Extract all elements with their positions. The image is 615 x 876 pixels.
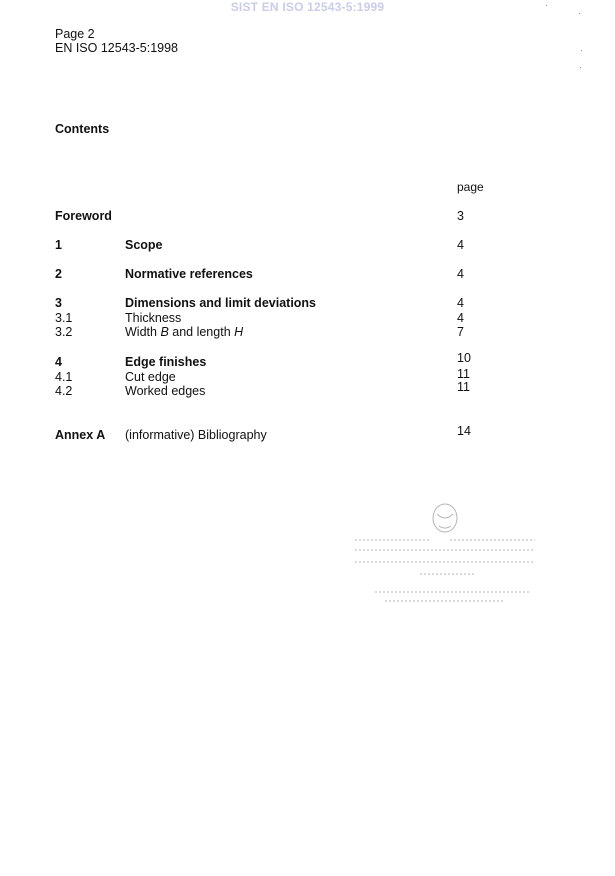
toc-page: 4 [457, 267, 464, 281]
stamp-seal [350, 500, 540, 610]
toc-title-var-h: H [234, 325, 244, 339]
toc-page: 4 [457, 238, 464, 252]
toc-row-foreword [0, 209, 615, 224]
toc-number: 3.2 [55, 325, 73, 339]
watermark: SIST EN ISO 12543-5:1999 [230, 0, 385, 14]
toc-number: 3 [55, 296, 62, 310]
toc-title-part: and length [168, 325, 235, 339]
scan-speck: · [545, 0, 548, 10]
toc-title: Dimensions and limit deviations [125, 296, 317, 310]
standard-id: EN ISO 12543-5:1998 [55, 41, 178, 55]
toc-row-annex-a [0, 424, 615, 443]
toc-row-3-1 [0, 311, 615, 326]
toc-title: Edge finishes [125, 355, 207, 369]
toc-number: 4.2 [55, 384, 73, 398]
scan-speck: · [579, 62, 582, 72]
page-column-label: page [457, 180, 484, 194]
toc-page: 11 [457, 367, 470, 381]
toc-row-4-1 [0, 367, 615, 385]
toc-number: 4.1 [55, 370, 73, 384]
toc-row-4-2 [0, 380, 615, 399]
toc-row-1 [0, 238, 615, 253]
toc-number: 4 [55, 355, 62, 369]
toc-row-3-2 [0, 325, 615, 340]
toc-title: (informative) Bibliography [125, 428, 267, 442]
toc-page: 10 [457, 351, 471, 365]
toc-row-4 [0, 351, 615, 370]
toc-row-3 [0, 296, 615, 311]
toc-title [125, 325, 243, 340]
toc-title-var-b: B [160, 325, 169, 339]
toc-number: Foreword [55, 209, 112, 223]
toc-title: Worked edges [125, 384, 206, 398]
toc-number: 1 [55, 238, 62, 252]
toc-title: Thickness [125, 311, 182, 325]
toc-page: 4 [457, 296, 464, 310]
scan-speck: · [578, 8, 581, 18]
toc-number: 2 [55, 267, 62, 281]
contents-heading: Contents [55, 122, 110, 136]
toc-title-part: Width [125, 325, 161, 339]
toc-page: 4 [457, 311, 464, 325]
toc-row-2 [0, 267, 615, 282]
page-number: Page 2 [55, 27, 95, 41]
toc-title: Normative references [125, 267, 253, 281]
toc-title: Scope [125, 238, 163, 252]
toc-page: 14 [457, 424, 471, 438]
toc-title: Cut edge [125, 370, 176, 384]
toc-page: 11 [457, 380, 470, 394]
toc-page: 3 [457, 209, 464, 223]
toc-number: 3.1 [55, 311, 73, 325]
page-header [55, 27, 178, 55]
toc-number: Annex A [55, 428, 106, 442]
scan-speck: · [580, 45, 583, 55]
toc-page: 7 [457, 325, 464, 339]
